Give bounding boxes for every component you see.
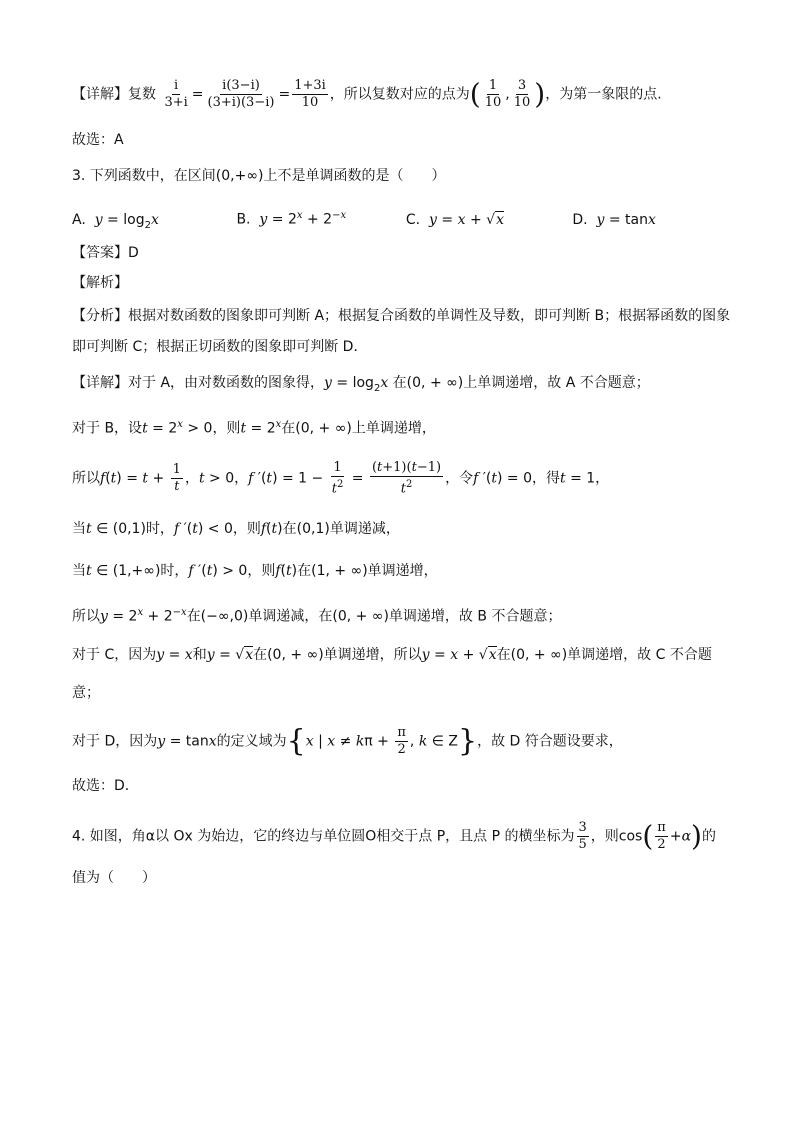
detail-tag: 【详解】	[72, 86, 128, 103]
detail-line-1: 【详解】复数 $\frac{i}{3+i}$ = $\frac{i(3-i)}{(3+i)(3-i)}$ = $\frac{1+3i}{10}$ ，所以复数对应的点为( $\frac{1}{10}$ , $\frac{3}{10}$ )，为第一象限的点.	[72, 77, 662, 111]
fraction: $\frac{i(3-i)}{(3+i)(3-i)}$	[207, 78, 275, 110]
analysis-tag: 【解析】	[72, 275, 128, 291]
options-row	[72, 206, 732, 235]
question-3: 3. 下列函数中，在区间(0,+∞)上不是单调函数的是（ ）	[72, 168, 446, 184]
analysis-line-1: 【分析】根据对数函数的图象即可判断 A；根据复合函数的单调性及导数，即可判断 B；根据幂函数的图象	[72, 308, 731, 324]
detail-b: 对于 B，设$t = 2^x > 0$，则$t = 2^x$在(0, + ∞)上单调递增，	[72, 419, 436, 437]
detail-d: 对于 D，因为y = tanx的定义域为{x | x ≠ kπ + $\frac{\pi}{2}$ , k ∈ Z}，故 D 符合题设要求，	[72, 723, 623, 759]
fraction: $\frac{1+3i}{10}$	[294, 78, 326, 110]
option-c: C. y = x + √x	[405, 211, 504, 228]
detail-c: 对于 C，因为y = x和y = √x在(0, + ∞)单调递增，所以y = x + √x在(0, + ∞)单调递增，故 C 不合题	[72, 647, 712, 663]
detail-c-end: 意；	[72, 685, 100, 701]
analysis-line-2: 即可判断 C；根据正切函数的图象即可判断 D．	[72, 339, 368, 355]
option-d: D. y = tanx	[572, 211, 656, 228]
option-b: B. $y = 2^x + 2^{-x}$	[236, 210, 347, 228]
conclusion-b: 所以$y = 2^x + 2^{-x}$在(−∞,0)单调递减，在(0, + ∞)单调递增，故 B 不合题意；	[72, 607, 562, 625]
choose-d: 故选：D．	[72, 778, 139, 794]
interval-decrease: 当t ∈ (0,1)时，f ′(t) < 0，则f(t)在(0,1)单调递减，	[72, 521, 400, 537]
question-4-end: 值为（ ）	[72, 870, 156, 886]
choose-a: 故选：A	[72, 132, 124, 148]
fraction: $\frac{i}{3+i}$	[164, 78, 188, 110]
derivative-line: 所以f(t) = t + $\frac{1}{t}$ ，t > 0，f ′(t) = 1 − $\frac{1}{t^2}$ = $\frac{(t+1)(t-1)}{t^2}$ ，令f ′(t) = 0，得t = 1，	[72, 460, 610, 497]
question-4: 4. 如图，角α以 Ox 为始边，它的终边与单位圆O相交于点 P，且点 P 的横坐标为 $\frac{3}{5}$ ，则cos( $\frac{\pi}{2}$ +α)的	[72, 819, 716, 853]
detail-a: 【详解】对于 A，由对数函数的图象得，$y = \log_2x$ 在(0, + ∞)上单调递增，故 A 不合题意；	[72, 375, 650, 394]
option-a: A. $y = \log_2x$	[72, 211, 159, 231]
interval-increase: 当t ∈ (1,+∞)时，f ′(t) > 0，则f(t)在(1, + ∞)单调递增，	[72, 563, 438, 579]
answer: 【答案】D	[72, 245, 139, 261]
